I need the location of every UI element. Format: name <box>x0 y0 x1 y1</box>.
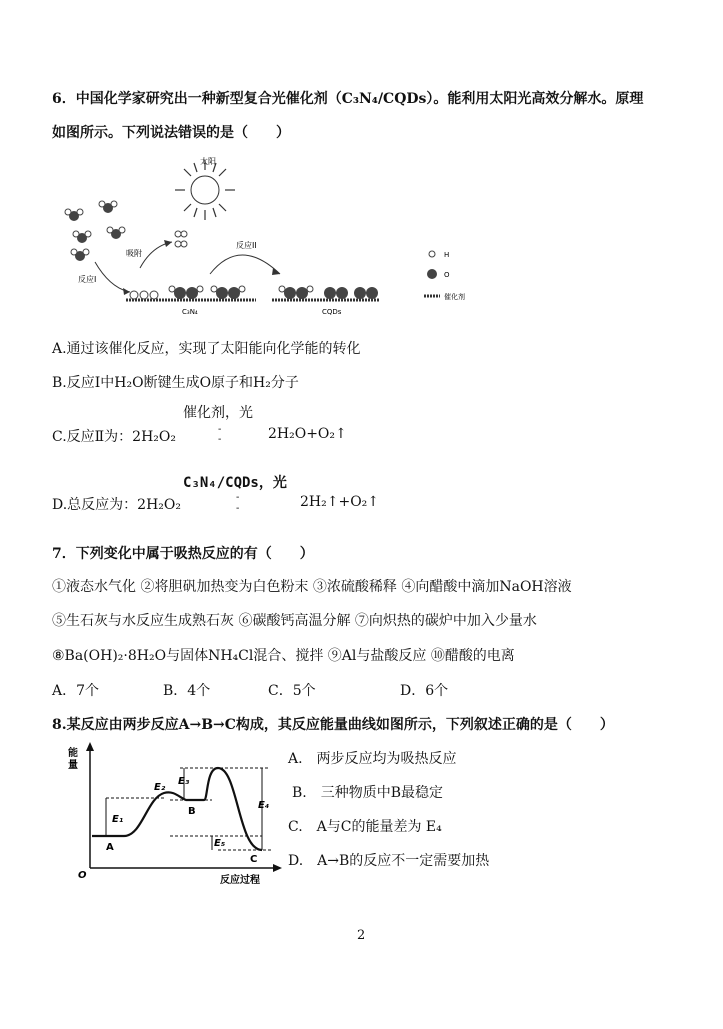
q6-option-d-arrow-lower: - <box>236 503 240 514</box>
q6-option-c-reactant: C.反应Ⅱ为：2H₂O₂ <box>52 429 176 445</box>
origin-label: O <box>78 870 87 881</box>
e2-label: E₂ <box>154 782 166 793</box>
sun-icon <box>175 160 235 220</box>
adsorb-label: 吸附 <box>126 249 142 258</box>
q6-option-d-reactant: D.总反应为：2H₂O₂ <box>52 497 181 513</box>
point-c-label: C <box>250 854 258 865</box>
q6-option-c-arrow-lower: - <box>218 434 222 445</box>
q7-option-b: B．4个 <box>163 683 211 699</box>
legend <box>424 251 465 301</box>
x-axis-label: 反应过程 <box>220 875 260 886</box>
q8-stem: 8.某反应由两步反应A→B→C构成，其反应能量曲线如图所示，下列叙述正确的是（ ） <box>52 717 614 733</box>
q8-option-b: B. 三种物质中B最稳定 <box>292 785 444 801</box>
h2-molecules <box>175 231 187 247</box>
q6-stem-line2: 如图所示。下列说法错误的是（ ） <box>52 125 290 141</box>
e3-label: E₃ <box>178 776 190 787</box>
reaction1-label: 反应I <box>78 275 97 284</box>
q6-option-b: B.反应Ⅰ中H₂O断键生成O原子和H₂分子 <box>52 375 299 391</box>
q7-items-line2: ⑤生石灰与水反应生成熟石灰 ⑥碳酸钙高温分解 ⑦向炽热的碳炉中加入少量水 <box>52 613 537 629</box>
y-axis-label-1: 能 <box>68 748 78 759</box>
reaction2-label: 反应II <box>236 241 257 250</box>
q6-option-d-arrow: - <box>236 492 240 503</box>
sun-label: 太阳 <box>200 157 216 166</box>
q8-option-a: A. 两步反应均为吸热反应 <box>288 751 457 767</box>
q8-option-c: C. A与C的能量差为 E₄ <box>288 819 442 835</box>
legend-catalyst-label: 催化剂 <box>444 293 465 301</box>
q6-option-c-condition: 催化剂，光 <box>183 405 253 421</box>
e5-label: E₅ <box>214 838 226 849</box>
e4-label: E₄ <box>258 800 270 811</box>
q6-option-c-product: 2H₂O+O₂↑ <box>268 426 347 442</box>
q7-items-line1: ①液态水气化 ②将胆矾加热变为白色粉末 ③浓硫酸稀释 ④向醋酸中滴加NaOH溶液 <box>52 579 572 595</box>
legend-o-label: O <box>444 271 450 279</box>
c3n4-label: C₃N₄ <box>182 308 198 316</box>
q6-option-c-arrow: - <box>218 424 222 435</box>
q8-option-d: D. A→B的反应不一定需要加热 <box>288 853 490 869</box>
page-number: 2 <box>357 928 366 943</box>
energy-curve <box>92 768 262 850</box>
q6-photocatalysis-diagram <box>60 150 480 320</box>
point-b-label: B <box>188 806 196 817</box>
q7-option-a: A．7个 <box>52 683 100 699</box>
e1-label: E₁ <box>112 814 124 825</box>
q6-option-d-product: 2H₂↑+O₂↑ <box>300 494 380 510</box>
reaction1-arrow <box>95 262 130 292</box>
reaction2-arrow <box>210 255 280 274</box>
point-a-label: A <box>106 842 114 853</box>
catalyst-surface-1 <box>126 286 256 300</box>
q6-option-d-condition: C₃N₄/CQDs，光 <box>183 475 287 491</box>
legend-h-label: H <box>444 251 450 259</box>
q8-energy-diagram <box>62 738 284 888</box>
q7-stem: 7．下列变化中属于吸热反应的有（ ） <box>52 546 314 562</box>
q6-option-a: A.通过该催化反应，实现了太阳能向化学能的转化 <box>52 341 361 357</box>
q7-option-c: C．5个 <box>268 683 316 699</box>
cqds-label: CQDs <box>322 308 342 316</box>
q6-stem-line1: 6．中国化学家研究出一种新型复合光催化剂（C₃N₄/CQDs）。能利用太阳光高效分解水。原理 <box>52 91 644 107</box>
q7-items-line3: ⑧Ba(OH)₂·8H₂O与固体NH₄Cl混合、搅拌 ⑨Al与盐酸反应 ⑩醋酸的电离 <box>52 648 515 664</box>
y-axis-label-2: 量 <box>68 760 78 771</box>
q7-option-d: D．6个 <box>400 683 449 699</box>
water-molecules <box>65 201 125 261</box>
catalyst-surface-2 <box>272 286 380 300</box>
